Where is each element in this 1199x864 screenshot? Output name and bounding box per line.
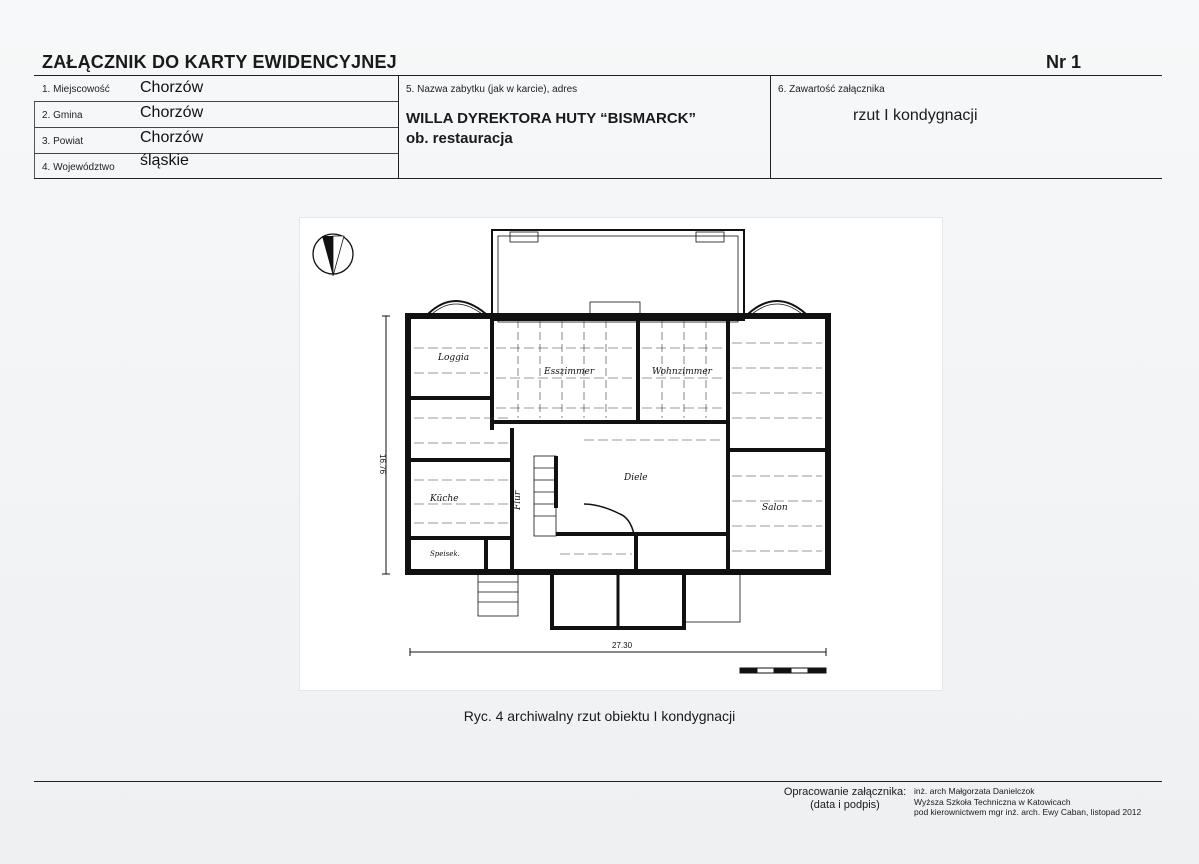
footer-credits	[914, 786, 1141, 818]
field-separator-3	[34, 153, 398, 154]
field-value-miejscowosc: Chorzów	[140, 79, 204, 96]
room-label-salon: Salon	[762, 503, 788, 513]
room-label-esszimmer: Esszimmer	[544, 367, 595, 377]
monument-function: ob. restauracja	[406, 130, 513, 147]
table-top-border	[34, 75, 1162, 76]
field-value-wojewodztwo: śląskie	[140, 152, 189, 169]
floor-plan-drawing	[300, 218, 942, 690]
table-divider-1	[398, 75, 399, 178]
attachment-content: rzut I kondygnacji	[853, 107, 978, 124]
north-arrow-icon	[313, 234, 353, 276]
footer-label-line-1: Opracowanie załącznika:	[783, 786, 907, 798]
credit-author: inż. arch Małgorzata Danielczok	[914, 786, 1035, 796]
field-label-wojewodztwo: 4. Województwo	[42, 162, 115, 173]
monument-name: WILLA DYREKTORA HUTY “BISMARCK”	[406, 110, 696, 127]
room-label-kuche: Küche	[430, 494, 459, 504]
room-label-wohnzimmer: Wohnzimmer	[652, 367, 712, 377]
table-divider-2	[770, 75, 771, 178]
entry-steps	[478, 572, 740, 628]
dimension-lines	[382, 316, 826, 656]
field-label-miejscowosc: 1. Miejscowość	[42, 84, 110, 95]
bay-windows	[428, 301, 806, 314]
field-value-gmina: Chorzów	[140, 104, 204, 121]
credit-school: Wyższa Szkoła Techniczna w Katowicach	[914, 796, 1071, 807]
scale-bar	[740, 668, 826, 673]
attachment-heading: 6. Zawartość załącznika	[778, 84, 885, 95]
field-value-powiat: Chorzów	[140, 129, 204, 146]
figure-caption: Ryc. 4 archiwalny rzut obiektu I kondygnacji	[463, 708, 736, 724]
interior-walls	[410, 316, 826, 572]
field-label-powiat: 3. Powiat	[42, 136, 84, 147]
table-bottom-border	[34, 178, 1162, 179]
dimension-height-label: 16.76	[378, 454, 387, 475]
table-left-border	[34, 101, 35, 178]
credit-supervisor: pod kierownictwem mgr inż. arch. Ewy Caban, listopad 2012	[914, 807, 1142, 817]
room-label-diele: Diele	[624, 473, 648, 483]
terrace-outline	[492, 230, 744, 322]
footer-label-line-2: (data i podpis)	[810, 799, 880, 811]
monument-heading: 5. Nazwa zabytku (jak w karcie), adres	[406, 84, 578, 95]
dimension-width-label: 27.30	[612, 641, 633, 650]
footer-rule	[34, 781, 1162, 782]
field-label-gmina: 2. Gmina	[42, 110, 83, 121]
staircase	[534, 456, 634, 536]
room-label-flur: Flur	[513, 490, 523, 510]
room-label-loggia: Loggia	[438, 353, 470, 363]
room-label-speisekammer: Speisek.	[430, 550, 460, 558]
footer-label	[780, 786, 910, 812]
field-separator-2	[34, 127, 398, 128]
attachment-number: Nr 1	[1045, 52, 1081, 72]
document-title: ZAŁĄCZNIK DO KARTY EWIDENCYJNEJ	[42, 52, 397, 72]
field-separator-1	[34, 101, 398, 102]
floor-plan-image	[300, 218, 942, 690]
